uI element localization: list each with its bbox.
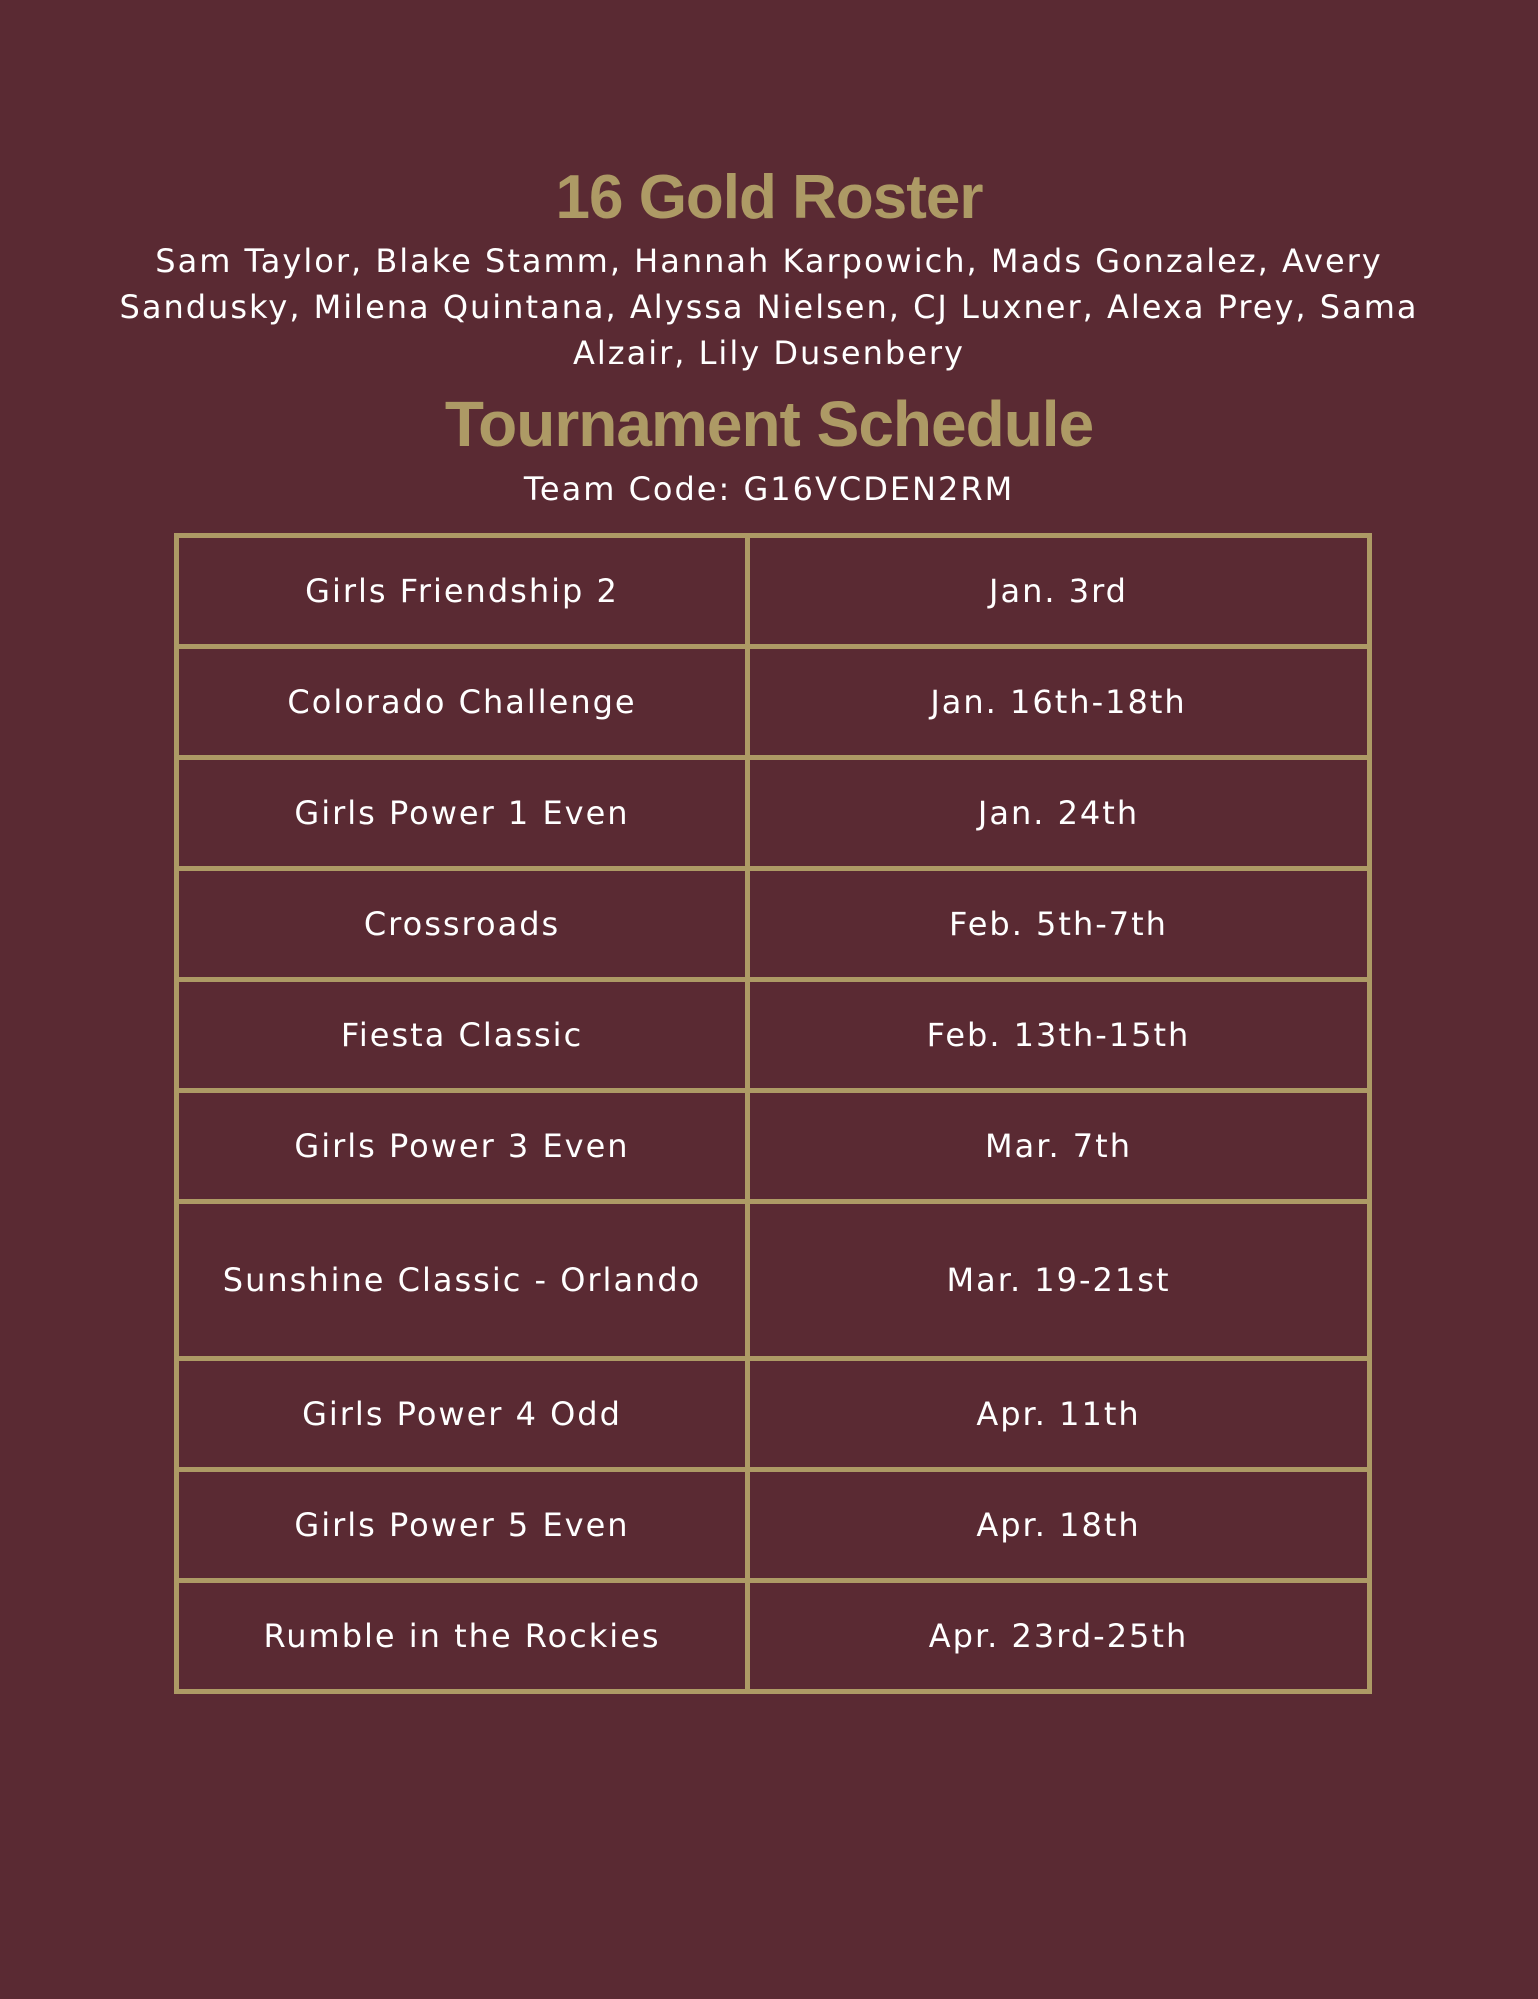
table-row (177, 1202, 1370, 1359)
table-row (177, 536, 1370, 647)
event-name: Girls Power 4 Odd (177, 1359, 748, 1470)
event-name: Girls Friendship 2 (177, 536, 748, 647)
schedule-title: Tournament Schedule (444, 388, 1094, 460)
event-date: Feb. 5th-7th (748, 869, 1370, 980)
roster-title: 16 Gold Roster (555, 163, 983, 232)
event-date: Apr. 23rd-25th (748, 1581, 1370, 1692)
event-date: Mar. 7th (748, 1091, 1370, 1202)
roster-names: Sam Taylor, Blake Stamm, Hannah Karpowich, Mads Gonzalez, Avery Sandusky, Milena Quintana, Alyssa Nielsen, CJ Luxner, Alexa Prey, Sama Alzair, Lily Dusenbery (119, 242, 1419, 372)
event-name: Girls Power 1 Even (177, 758, 748, 869)
event-name: Fiesta Classic (177, 980, 748, 1091)
event-name: Sunshine Classic - Orlando (177, 1202, 748, 1359)
table-row (177, 1091, 1370, 1202)
table-row (177, 647, 1370, 758)
event-date: Feb. 13th-15th (748, 980, 1370, 1091)
event-date: Mar. 19-21st (748, 1202, 1370, 1359)
table-row (177, 1581, 1370, 1692)
table-row (177, 980, 1370, 1091)
event-name: Rumble in the Rockies (177, 1581, 748, 1692)
event-date: Jan. 3rd (748, 536, 1370, 647)
event-date: Jan. 16th-18th (748, 647, 1370, 758)
event-date: Apr. 11th (748, 1359, 1370, 1470)
event-date: Apr. 18th (748, 1470, 1370, 1581)
schedule-table (174, 533, 1372, 1694)
event-name: Crossroads (177, 869, 748, 980)
event-name: Girls Power 3 Even (177, 1091, 748, 1202)
table-row (177, 758, 1370, 869)
team-code: Team Code: G16VCDEN2RM (523, 470, 1015, 508)
table-row (177, 1359, 1370, 1470)
event-name: Girls Power 5 Even (177, 1470, 748, 1581)
table-row (177, 1470, 1370, 1581)
event-name: Colorado Challenge (177, 647, 748, 758)
table-row (177, 869, 1370, 980)
event-date: Jan. 24th (748, 758, 1370, 869)
